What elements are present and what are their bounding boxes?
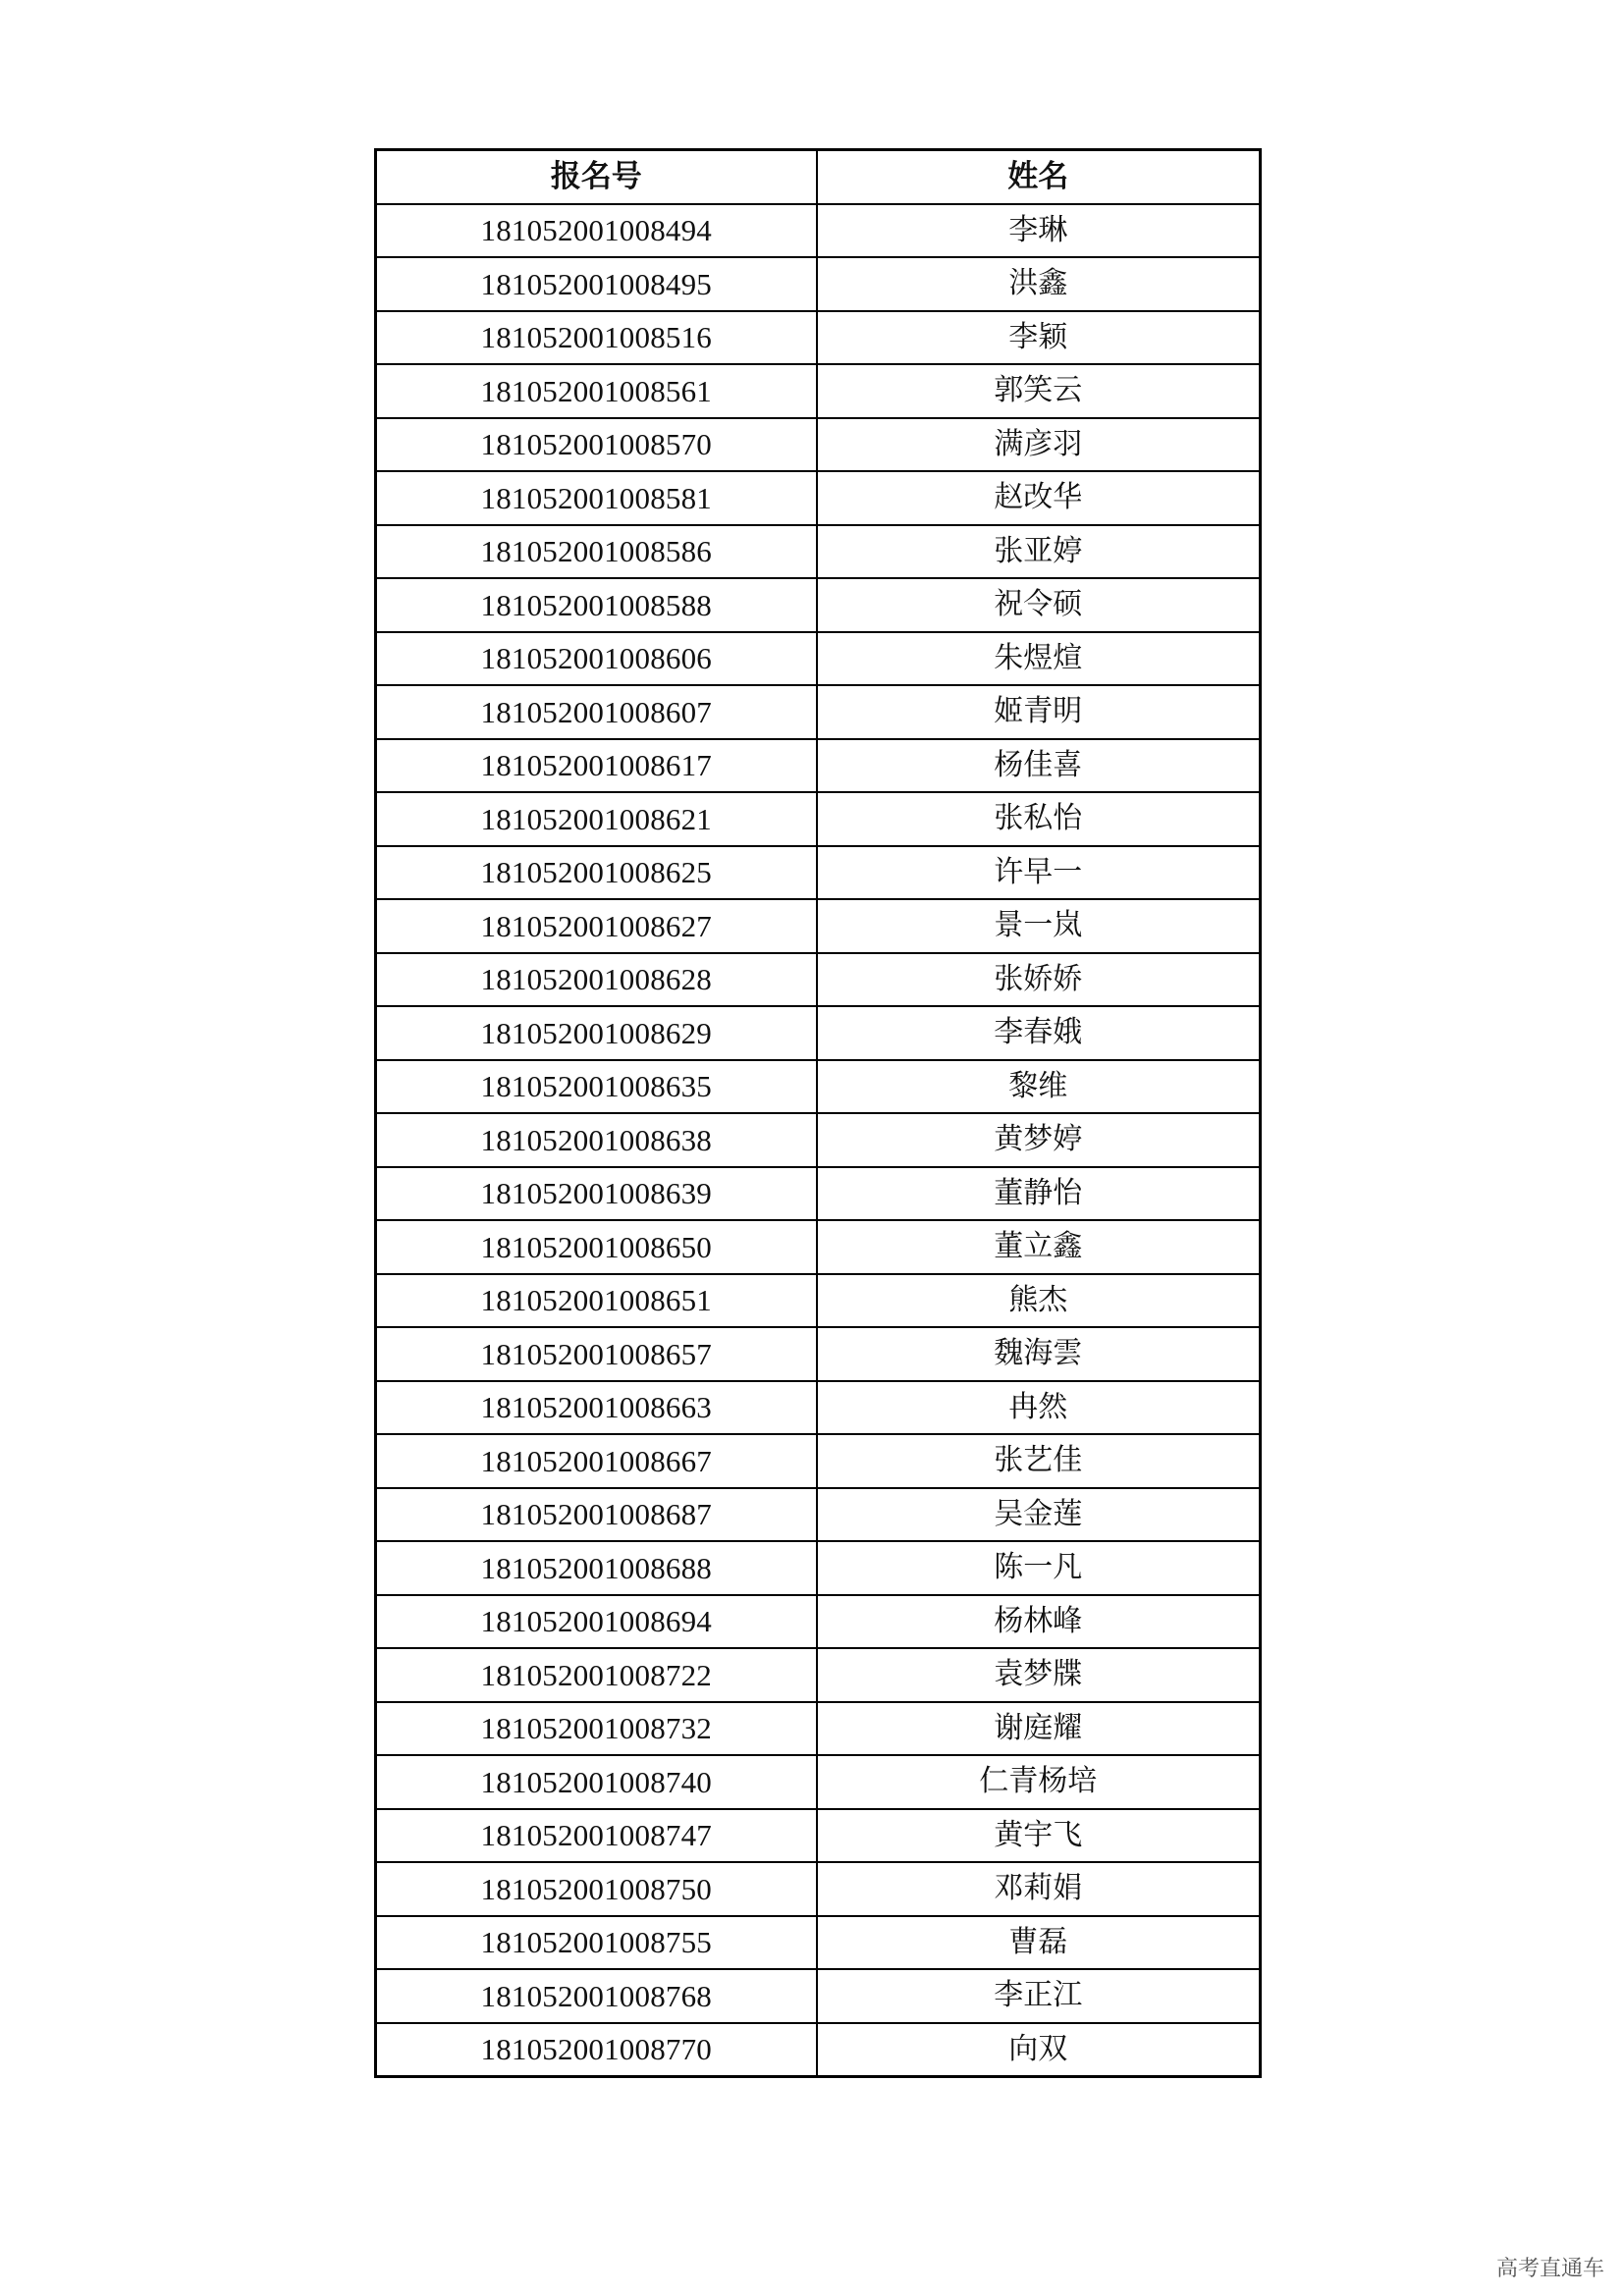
table-header <box>376 150 1261 204</box>
table-row <box>376 471 1261 525</box>
table-row <box>376 1274 1261 1328</box>
registration-number-cell: 181052001008770 <box>376 2023 817 2077</box>
name-cell: 魏海雲 <box>817 1327 1261 1381</box>
site-watermark: 高考直通车 <box>1490 2250 1610 2284</box>
name-cell: 杨林峰 <box>817 1595 1261 1649</box>
header-registration-number: 报名号 <box>376 150 817 204</box>
table-row <box>376 1755 1261 1809</box>
name-cell: 董立鑫 <box>817 1220 1261 1274</box>
header-name: 姓名 <box>817 150 1261 204</box>
name-cell: 李正江 <box>817 1969 1261 2023</box>
registration-number-cell: 181052001008768 <box>376 1969 817 2023</box>
registration-number-cell: 181052001008617 <box>376 739 817 793</box>
registration-number-cell: 181052001008667 <box>376 1434 817 1488</box>
registration-number-cell: 181052001008750 <box>376 1862 817 1916</box>
registration-number-cell: 181052001008688 <box>376 1541 817 1595</box>
registration-number-cell: 181052001008627 <box>376 899 817 953</box>
registration-number-cell: 181052001008694 <box>376 1595 817 1649</box>
registration-number-cell: 181052001008740 <box>376 1755 817 1809</box>
registration-number-cell: 181052001008639 <box>376 1167 817 1221</box>
name-cell: 李颖 <box>817 311 1261 365</box>
registration-number-cell: 181052001008625 <box>376 846 817 900</box>
name-cell: 吴金莲 <box>817 1488 1261 1542</box>
table-row <box>376 1809 1261 1863</box>
registration-number-cell: 181052001008606 <box>376 632 817 686</box>
name-cell: 景一岚 <box>817 899 1261 953</box>
registration-number-cell: 181052001008651 <box>376 1274 817 1328</box>
name-cell: 张娇娇 <box>817 953 1261 1007</box>
name-cell: 袁梦牒 <box>817 1648 1261 1702</box>
registration-number-cell: 181052001008657 <box>376 1327 817 1381</box>
name-cell: 祝令硕 <box>817 578 1261 632</box>
registration-number-cell: 181052001008732 <box>376 1702 817 1756</box>
name-cell: 张私怡 <box>817 792 1261 846</box>
registration-number-cell: 181052001008586 <box>376 525 817 579</box>
registration-number-cell: 181052001008588 <box>376 578 817 632</box>
table-row <box>376 1327 1261 1381</box>
name-cell: 朱煜煊 <box>817 632 1261 686</box>
table-row <box>376 1648 1261 1702</box>
table-row <box>376 899 1261 953</box>
table-row <box>376 311 1261 365</box>
registration-number-cell: 181052001008516 <box>376 311 817 365</box>
table-row <box>376 632 1261 686</box>
name-cell: 向双 <box>817 2023 1261 2077</box>
registration-number-cell: 181052001008638 <box>376 1113 817 1167</box>
table-row <box>376 578 1261 632</box>
name-cell: 陈一凡 <box>817 1541 1261 1595</box>
name-cell: 仁青杨培 <box>817 1755 1261 1809</box>
name-cell: 李琳 <box>817 204 1261 258</box>
registration-number-cell: 181052001008722 <box>376 1648 817 1702</box>
registration-number-cell: 181052001008663 <box>376 1381 817 1435</box>
table-row <box>376 1969 1261 2023</box>
name-cell: 杨佳喜 <box>817 739 1261 793</box>
table-row <box>376 846 1261 900</box>
registration-number-cell: 181052001008581 <box>376 471 817 525</box>
registration-number-cell: 181052001008628 <box>376 953 817 1007</box>
name-cell: 洪鑫 <box>817 257 1261 311</box>
name-cell: 李春娥 <box>817 1006 1261 1060</box>
table-row <box>376 257 1261 311</box>
name-cell: 邓莉娟 <box>817 1862 1261 1916</box>
registration-number-cell: 181052001008570 <box>376 418 817 472</box>
name-cell: 黄梦婷 <box>817 1113 1261 1167</box>
registration-number-cell: 181052001008621 <box>376 792 817 846</box>
table-row <box>376 1595 1261 1649</box>
table-row <box>376 1434 1261 1488</box>
table-row <box>376 1220 1261 1274</box>
table-row <box>376 1702 1261 1756</box>
table-row <box>376 1916 1261 1970</box>
registration-number-cell: 181052001008687 <box>376 1488 817 1542</box>
table-row <box>376 1060 1261 1114</box>
table-row <box>376 2023 1261 2077</box>
name-cell: 曹磊 <box>817 1916 1261 1970</box>
name-cell: 黎维 <box>817 1060 1261 1114</box>
table-row <box>376 1381 1261 1435</box>
registration-number-cell: 181052001008635 <box>376 1060 817 1114</box>
name-cell: 满彦羽 <box>817 418 1261 472</box>
name-cell: 张艺佳 <box>817 1434 1261 1488</box>
table-row <box>376 364 1261 418</box>
name-cell: 姬青明 <box>817 685 1261 739</box>
table-row <box>376 1541 1261 1595</box>
table-row <box>376 739 1261 793</box>
table-row <box>376 204 1261 258</box>
table-row <box>376 1113 1261 1167</box>
table-row <box>376 1862 1261 1916</box>
registration-number-cell: 181052001008650 <box>376 1220 817 1274</box>
table-row <box>376 525 1261 579</box>
registration-number-cell: 181052001008607 <box>376 685 817 739</box>
registration-number-cell: 181052001008561 <box>376 364 817 418</box>
registration-number-cell: 181052001008495 <box>376 257 817 311</box>
name-cell: 张亚婷 <box>817 525 1261 579</box>
name-cell: 谢庭耀 <box>817 1702 1261 1756</box>
table-row <box>376 1488 1261 1542</box>
registration-number-cell: 181052001008629 <box>376 1006 817 1060</box>
table-row <box>376 1167 1261 1221</box>
table-row <box>376 792 1261 846</box>
name-cell: 赵改华 <box>817 471 1261 525</box>
table-body <box>376 204 1261 2077</box>
name-cell: 董静怡 <box>817 1167 1261 1221</box>
table-row <box>376 1006 1261 1060</box>
table-row <box>376 418 1261 472</box>
name-cell: 熊杰 <box>817 1274 1261 1328</box>
registration-number-cell: 181052001008755 <box>376 1916 817 1970</box>
registration-number-cell: 181052001008747 <box>376 1809 817 1863</box>
table-row <box>376 953 1261 1007</box>
name-cell: 许早一 <box>817 846 1261 900</box>
header-row <box>376 150 1261 204</box>
name-cell: 黄宇飞 <box>817 1809 1261 1863</box>
table-row <box>376 685 1261 739</box>
name-cell: 郭笑云 <box>817 364 1261 418</box>
registration-number-cell: 181052001008494 <box>376 204 817 258</box>
admission-roster-table <box>374 148 1262 2078</box>
name-cell: 冉然 <box>817 1381 1261 1435</box>
